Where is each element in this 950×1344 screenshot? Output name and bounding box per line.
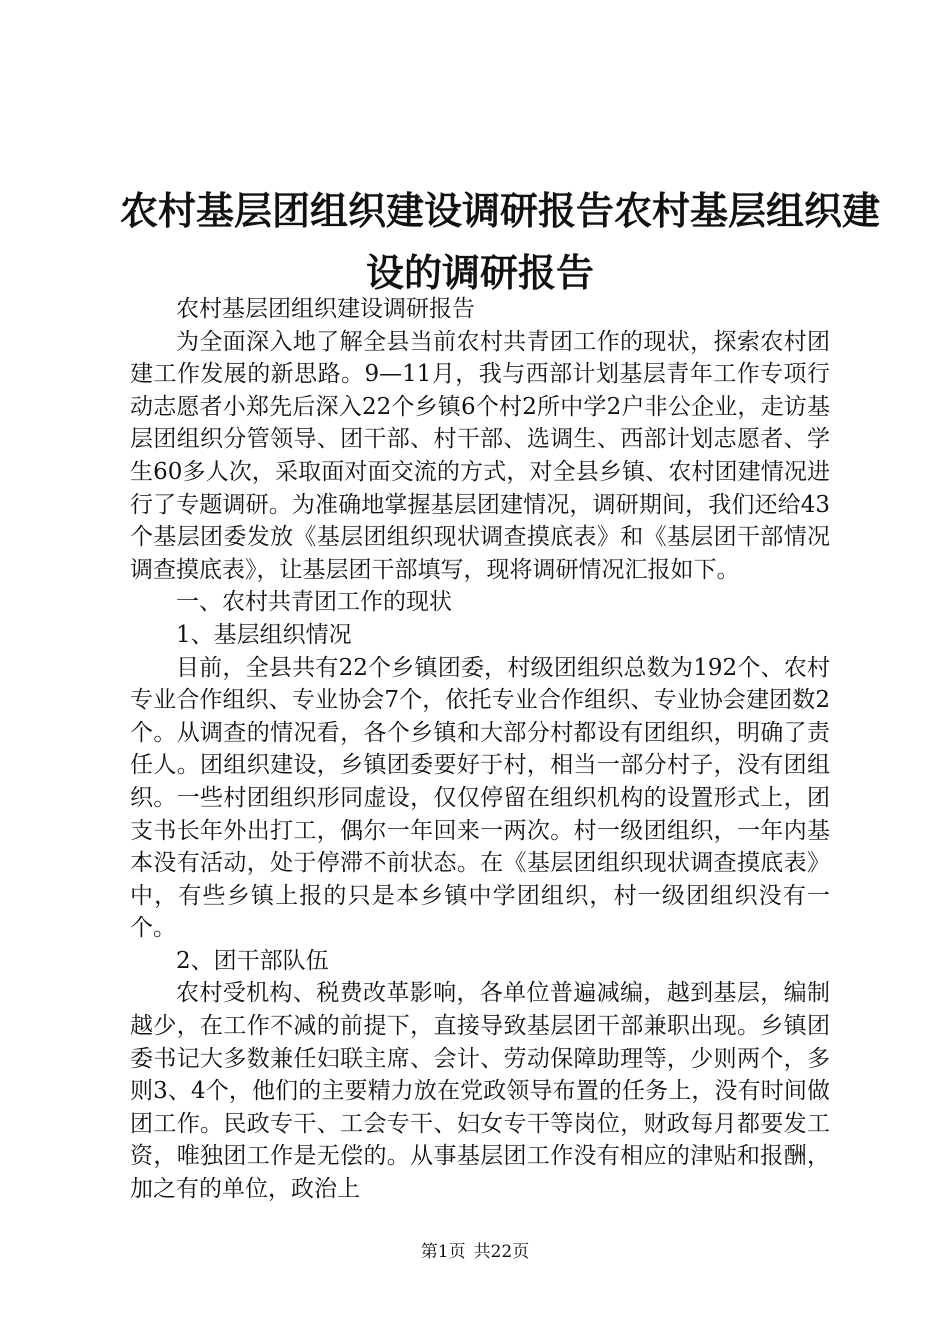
page-number: 第1页 (420, 1242, 466, 1262)
title-line-2: 设的调研报告 (365, 250, 594, 295)
page-total: 共22页 (473, 1242, 530, 1262)
paragraph-intro: 为全面深入地了解全县当前农村共青团工作的现状，探索农村团建工作发展的新思路。9—11月，我与西部计划基层青年工作专项行动志愿者小郑先后深入22个乡镇6个村2所中学2户非公企业，走访基层团组织分管领导、团干部、村干部、选调生、西部计划志愿者、学生60多人次，采取面对面交流的方式，对全县乡镇、农村团建情况进行了专题调研。为准确地掌握基层团建情况，调研期间，我们还给43个基层团委发放《基层团组织现状调查摸底表》和《基层团干部情况调查摸底表》，让基层团干部填写，现将调研情况汇报如下。 (130, 328, 830, 583)
paragraph-organization: 目前，全县共有22个乡镇团委，村级团组织总数为192个、农村专业合作组织、专业协会7个，依托专业合作组织、专业协会建团数2个。从调查的情况看，各个乡镇和大部分村都设有团组织，明确了责任人。团组织建设，乡镇团委要好于村，相当一部分村子，没有团组织。一些村团组织形同虚设，仅仅停留在组织机构的设置形式上，团支书长年外出打工，偶尔一年回来一两次。村一级团组织，一年内基本没有活动，处于停滞不前状态。在《基层团组织现状调查摸底表》中，有些乡镇上报的只是本乡镇中学团组织，村一级团组织没有一个。 (130, 654, 830, 942)
document-body (130, 293, 830, 1206)
title-line-1: 农村基层团组织建设调研报告农村基层组织建 (120, 188, 881, 233)
subsection-heading-2: 2、团干部队伍 (176, 947, 329, 974)
paragraph-cadres: 农村受机构、税费改革影响，各单位普遍减编，越到基层，编制越少，在工作不减的前提下，直接导致基层团干部兼职出现。乡镇团委书记大多数兼任妇联主席、会计、劳动保障助理等，少则两个，多则3、4个，他们的主要精力放在党政领导布置的任务上，没有时间做团工作。民政专干、工会专干、妇女专干等岗位，财政每月都要发工资，唯独团工作是无偿的。从事基层团工作没有相应的津贴和报酬，加之有的单位，政治上 (130, 980, 830, 1203)
subsection-heading-1: 1、基层组织情况 (176, 621, 352, 648)
paragraph-subtitle: 农村基层团组织建设调研报告 (176, 296, 475, 322)
page-footer (0, 1240, 950, 1264)
section-heading-1: 一、农村共青团工作的现状 (176, 589, 452, 616)
document-title (120, 180, 881, 304)
